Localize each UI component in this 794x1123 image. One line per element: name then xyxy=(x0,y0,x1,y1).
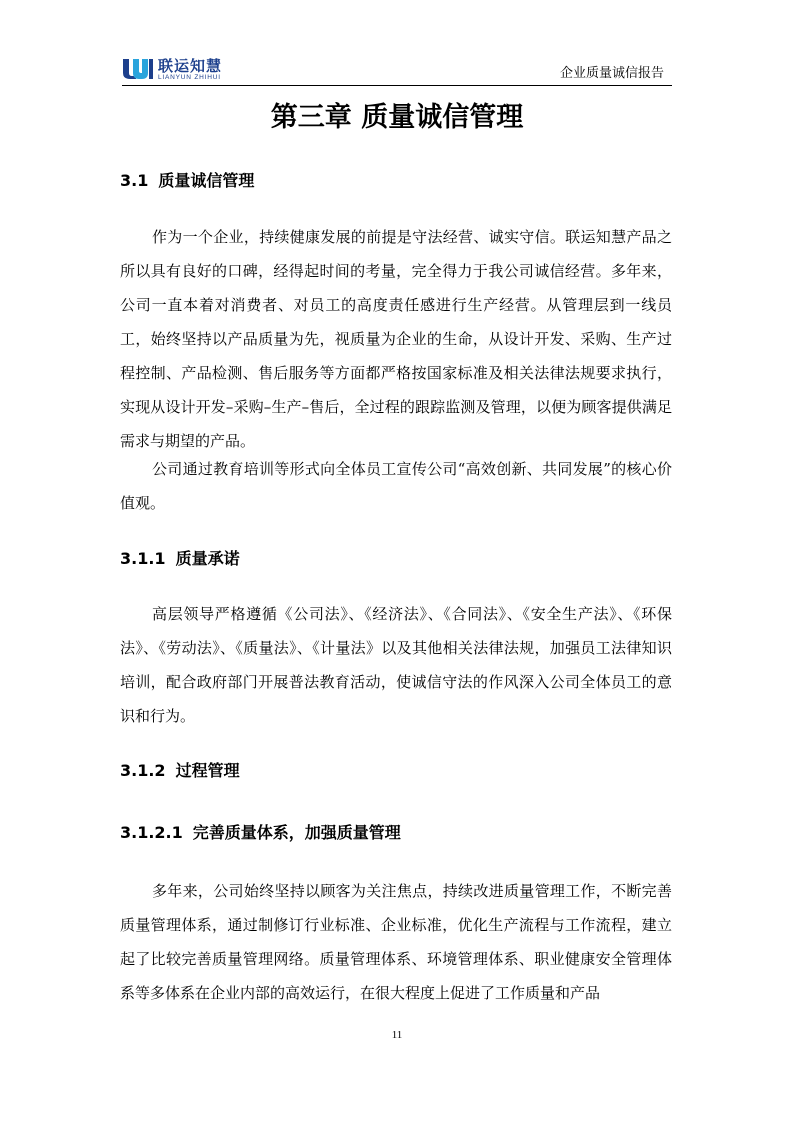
logo-chinese-name: 联运知慧 xyxy=(158,57,223,75)
section-title: 完善质量体系，加强质量管理 xyxy=(192,823,401,842)
body-paragraph: 作为一个企业，持续健康发展的前提是守法经营、诚实守信。联运知慧产品之所以具有良好的口碑，经得起时间的考量，完全得力于我公司诚信经营。多年来，公司一直本着对消费者、对员工的高度责任感进行生产经营。从管理层到一线员工，始终坚持以产品质量为先，视质量为企业的生命，从设计开发、采购、生产过程控制、产品检测、售后服务等方面都严格按国家标准及相关法律法规要求执行，实现从设计开发–采购–生产–售后，全过程的跟踪监测及管理，以便为顾客提供满足需求与期望的产品。 xyxy=(120,228,672,450)
section-heading-3-1 xyxy=(120,170,254,192)
section-title: 质量诚信管理 xyxy=(158,171,255,190)
report-title: 企业质量诚信报告 xyxy=(559,66,664,81)
page-header xyxy=(122,52,672,84)
section-number: 3.1 xyxy=(120,171,149,190)
section-title: 过程管理 xyxy=(175,761,240,780)
section-heading-3-1-2 xyxy=(120,760,240,782)
lianyun-logo-icon xyxy=(122,58,154,80)
company-logo xyxy=(122,58,222,82)
logo-english-name: LIANYUN ZHIHUI xyxy=(158,74,221,81)
section-heading-3-1-1 xyxy=(120,548,240,570)
section-number: 3.1.1 xyxy=(120,549,166,568)
section-title: 质量承诺 xyxy=(175,549,240,568)
body-paragraph: 高层领导严格遵循《公司法》、《经济法》、《合同法》、《安全生产法》、《环保法》、《劳动法》、《质量法》、《计量法》以及其他相关法律法规，加强员工法律知识培训，配合政府部门开展普法教育活动，使诚信守法的作风深入公司全体员工的意识和行为。 xyxy=(120,605,672,725)
body-paragraph: 公司通过教育培训等形式向全体员工宣传公司“高效创新、共同发展”的核心价值观。 xyxy=(120,460,672,512)
chapter-title: 第三章 质量诚信管理 xyxy=(270,102,524,133)
header-divider xyxy=(122,85,672,86)
body-paragraph: 多年来，公司始终坚持以顾客为关注焦点，持续改进质量管理工作，不断完善质量管理体系，通过制修订行业标准、企业标准，优化生产流程与工作流程，建立起了比较完善质量管理网络。质量管理体系、环境管理体系、职业健康安全管理体系等多体系在企业内部的高效运行，在很大程度上促进了工作质量和产品 xyxy=(120,882,672,1002)
section-number: 3.1.2.1 xyxy=(120,823,183,842)
page-number: 11 xyxy=(391,1029,403,1041)
section-heading-3-1-2-1 xyxy=(120,822,401,844)
section-number: 3.1.2 xyxy=(120,761,166,780)
